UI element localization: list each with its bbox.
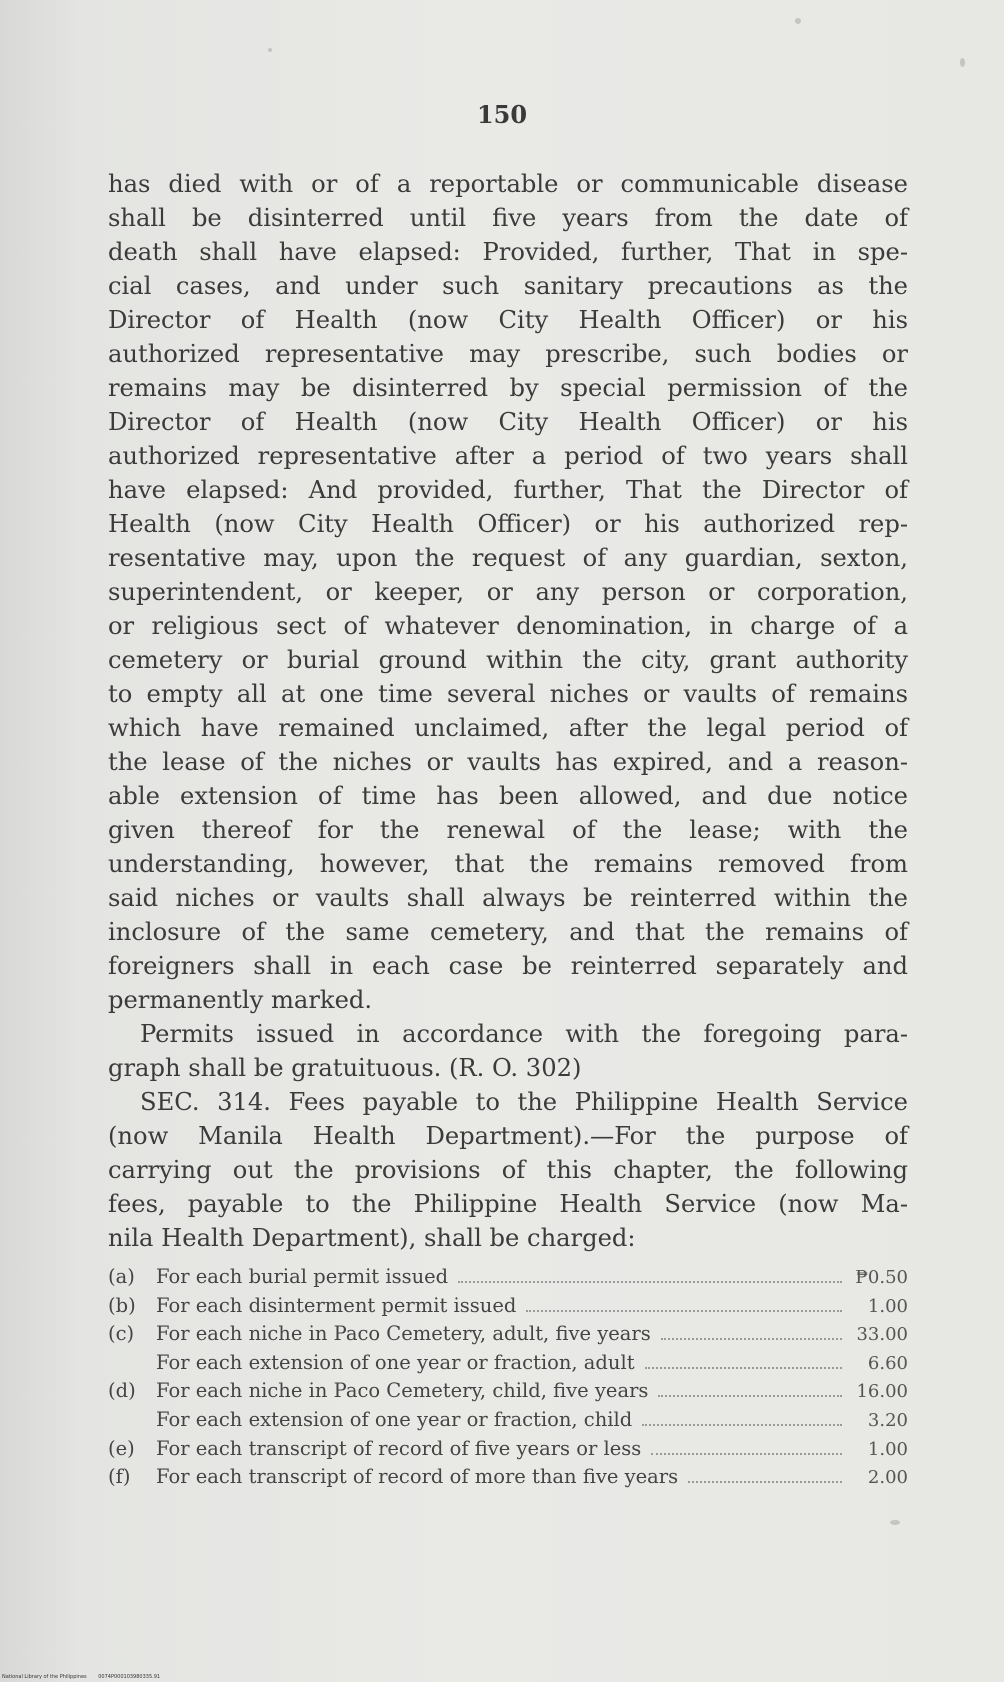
body-line: Health (now City Health Officer) or his authorized rep-	[108, 510, 908, 538]
fee-row	[108, 1349, 908, 1378]
fee-description: For each niche in Paco Cemetery, adult, five years	[156, 1322, 651, 1346]
fee-amount: ₱0.50	[855, 1267, 908, 1288]
dot-leader	[645, 1367, 842, 1369]
body-line: said niches or vaults shall always be reinterred within the	[108, 884, 908, 912]
body-line: which have remained unclaimed, after the legal period of	[108, 714, 908, 742]
body-line: to empty all at one time several niches or vaults of remains	[108, 680, 908, 708]
section-heading-line: SEC. 314. Fees payable to the Philippine Health Service	[140, 1088, 908, 1116]
fee-row	[108, 1377, 908, 1406]
fee-schedule	[108, 1263, 908, 1492]
scan-speck	[268, 48, 272, 52]
dot-leader	[688, 1481, 842, 1483]
body-line: resentative may, upon the request of any guardian, sexton,	[108, 544, 908, 572]
body-line: graph shall be gratuituous. (R. O. 302)	[108, 1054, 582, 1082]
body-line: inclosure of the same cemetery, and that the remains of	[108, 918, 908, 946]
body-line: the lease of the niches or vaults has expired, and a reason-	[108, 748, 908, 776]
body-line: superintendent, or keeper, or any person or corporation,	[108, 578, 908, 606]
body-line: carrying out the provisions of this chapter, the following	[108, 1156, 908, 1184]
body-line: Director of Health (now City Health Officer) or his	[108, 306, 908, 334]
fee-amount: 1.00	[867, 1295, 908, 1317]
dot-leader	[458, 1281, 842, 1283]
body-line: have elapsed: And provided, further, That the Director of	[108, 476, 908, 504]
footer-library: National Library of the Philippines	[2, 1674, 87, 1680]
fee-amount: 1.00	[867, 1438, 908, 1460]
fee-letter: (b)	[108, 1293, 136, 1317]
body-line: permanently marked.	[108, 986, 373, 1014]
body-line: remains may be disinterred by special permission of the	[108, 374, 908, 402]
body-line: Director of Health (now City Health Officer) or his	[108, 408, 908, 436]
body-line: has died with or of a reportable or communicable disease	[108, 170, 908, 198]
dot-leader	[658, 1395, 842, 1397]
scan-footer	[2, 1674, 170, 1680]
fee-description: For each transcript of record of five years or less	[156, 1436, 642, 1460]
body-line: foreigners shall in each case be reinterred separately and	[108, 952, 908, 980]
body-line: fees, payable to the Philippine Health Service (now Ma-	[108, 1190, 908, 1218]
page-number: 150	[476, 100, 528, 129]
body-line: death shall have elapsed: Provided, further, That in spe-	[108, 238, 908, 266]
body-line: authorized representative may prescribe, such bodies or	[108, 340, 908, 368]
fee-description: For each niche in Paco Cemetery, child, five years	[156, 1379, 649, 1403]
body-line: understanding, however, that the remains removed from	[108, 850, 908, 878]
fee-row	[108, 1263, 908, 1292]
body-line: nila Health Department), shall be charged:	[108, 1224, 636, 1252]
scan-speck	[795, 18, 801, 24]
fee-letter: (a)	[108, 1265, 135, 1288]
body-line: Permits issued in accordance with the foregoing para-	[140, 1020, 908, 1048]
fee-letter: (e)	[108, 1436, 135, 1460]
dot-leader	[651, 1453, 842, 1455]
scan-speck	[890, 1520, 900, 1525]
body-line: cial cases, and under such sanitary precautions as the	[108, 272, 908, 300]
fee-description: For each extension of one year or fraction, child	[156, 1407, 633, 1431]
fee-description: For each burial permit issued	[156, 1265, 449, 1288]
dot-leader	[661, 1338, 842, 1340]
fee-description: For each transcript of record of more than five years	[156, 1465, 679, 1489]
fee-amount: 16.00	[856, 1381, 908, 1403]
fee-amount: 3.20	[867, 1409, 908, 1431]
fee-amount: 2.00	[867, 1467, 908, 1489]
fee-row	[108, 1406, 908, 1435]
body-line: or religious sect of whatever denomination, in charge of a	[108, 612, 908, 640]
body-line: authorized representative after a period of two years shall	[108, 442, 908, 470]
dot-leader	[526, 1310, 842, 1312]
body-line: given thereof for the renewal of the lease; with the	[108, 816, 908, 844]
fee-row	[108, 1463, 908, 1492]
fee-letter: (c)	[108, 1322, 135, 1346]
fee-amount: 33.00	[856, 1324, 908, 1346]
fee-letter: (d)	[108, 1379, 136, 1403]
fee-row	[108, 1435, 908, 1464]
body-line: cemetery or burial ground within the city, grant authority	[108, 646, 908, 674]
fee-row	[108, 1292, 908, 1321]
scan-speck	[960, 58, 965, 67]
body-line: able extension of time has been allowed, and due notice	[108, 782, 908, 810]
body-line: shall be disinterred until five years from the date of	[108, 204, 908, 232]
fee-letter: (f)	[108, 1465, 131, 1489]
footer-identifier: 0074P000103980335.91	[98, 1674, 161, 1680]
dot-leader	[642, 1424, 842, 1426]
body-text	[108, 167, 908, 1255]
fee-description: For each extension of one year or fraction, adult	[156, 1350, 635, 1374]
body-line: (now Manila Health Department).—For the purpose of	[108, 1122, 908, 1150]
fee-description: For each disinterment permit issued	[156, 1293, 517, 1317]
fee-row	[108, 1320, 908, 1349]
fee-amount: 6.60	[867, 1352, 908, 1374]
